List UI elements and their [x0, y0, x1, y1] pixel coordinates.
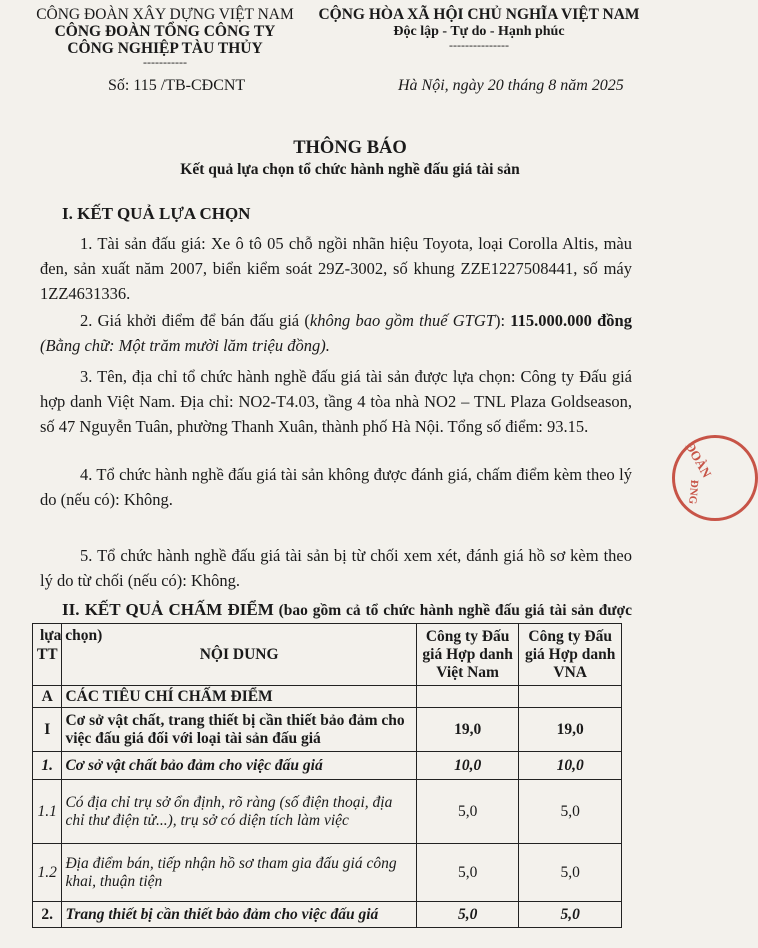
- national-motto: Độc lập - Tự do - Hạnh phúc: [393, 24, 565, 39]
- header-company-a: Công ty Đấu giá Hợp danh Việt Nam: [416, 624, 519, 686]
- table-row: [33, 780, 622, 844]
- p2-part-c: ):: [494, 311, 511, 330]
- starting-price: 115.000.000 đồng: [510, 311, 632, 330]
- org-divider: -----------: [143, 55, 187, 69]
- row-content: Cơ sở vật chất bảo đảm cho việc đấu giá: [62, 752, 416, 780]
- national-header: [314, 6, 644, 50]
- table-row: [33, 752, 622, 780]
- document-title: THÔNG BÁO: [293, 138, 407, 158]
- row-tt: 1.: [33, 752, 62, 780]
- seal-text-side: ĐNG: [686, 479, 701, 505]
- org-line-3: CÔNG NGHIỆP TÀU THỦY: [67, 40, 263, 57]
- header-content: NỘI DUNG: [62, 624, 416, 686]
- national-title: CỘNG HÒA XÃ HỘI CHỦ NGHĨA VIỆT NAM: [318, 6, 640, 23]
- table-row: [33, 844, 622, 902]
- row-content: Trang thiết bị cần thiết bảo đảm cho việc đấu giá: [62, 902, 416, 928]
- section-2-title: II. KẾT QUẢ CHẤM ĐIỂM: [62, 600, 274, 619]
- row-value-a: 19,0: [416, 708, 519, 752]
- row-value-b: 10,0: [519, 752, 622, 780]
- row-value-b: 5,0: [519, 902, 622, 928]
- row-content: Có địa chỉ trụ sở ổn định, rõ ràng (số điện thoại, địa chỉ thư điện tử...), trụ sở có diện tích làm việc: [62, 780, 416, 844]
- header-company-b: Công ty Đấu giá Hợp danh VNA: [519, 624, 622, 686]
- row-value-a: 5,0: [416, 902, 519, 928]
- document-number: Số: 115 /TB-CĐCNT: [108, 77, 246, 94]
- row-content: CÁC TIÊU CHÍ CHẤM ĐIỂM: [62, 686, 416, 708]
- row-value-b: 5,0: [519, 844, 622, 902]
- row-content: Địa điểm bán, tiếp nhận hồ sơ tham gia đấu giá công khai, thuận tiện: [62, 844, 416, 902]
- row-value-b: [519, 686, 622, 708]
- row-value-a: 5,0: [416, 844, 519, 902]
- paragraph-2: [40, 308, 632, 358]
- table-row: [33, 708, 622, 752]
- org-line-2: CÔNG ĐOÀN TỔNG CÔNG TY: [54, 23, 276, 40]
- table-row: [33, 686, 622, 708]
- seal-text-top: ĐOÀN: [682, 439, 715, 481]
- row-value-a: [416, 686, 519, 708]
- row-value-a: 10,0: [416, 752, 519, 780]
- row-value-b: 5,0: [519, 780, 622, 844]
- org-header: [20, 6, 310, 67]
- table-row: [33, 902, 622, 928]
- row-tt: 2.: [33, 902, 62, 928]
- document-subtitle: Kết quả lựa chọn tổ chức hành nghề đấu giá tài sản: [180, 161, 520, 178]
- table-header-row: [33, 624, 622, 686]
- row-tt: A: [33, 686, 62, 708]
- p2-part-a: 2. Giá khởi điểm để bán đấu giá (: [80, 311, 310, 330]
- row-tt: 1.1: [33, 780, 62, 844]
- price-in-words: (Bằng chữ: Một trăm mười lăm triệu đồng).: [40, 336, 330, 355]
- scoring-table: [32, 623, 622, 928]
- row-content: Cơ sở vật chất, trang thiết bị cần thiết bảo đảm cho việc đấu giá đối với loại tài sản đấu giá: [62, 708, 416, 752]
- paragraph-1: 1. Tài sản đấu giá: Xe ô tô 05 chỗ ngồi nhãn hiệu Toyota, loại Corolla Altis, màu đen, sản xuất năm 2007, biển kiểm soát 29Z-3002, số khung ZZE1227508441, số máy 1ZZ4631336.: [40, 234, 632, 303]
- section-2-title-rest: (bao gồm cả tổ chức hành nghề đấu giá tài sản được lựa chọn): [40, 602, 633, 644]
- row-tt: I: [33, 708, 62, 752]
- paragraph-4: 4. Tổ chức hành nghề đấu giá tài sản không được đánh giá, chấm điểm kèm theo lý do (nếu có): Không.: [40, 465, 632, 509]
- national-divider: ---------------: [449, 38, 509, 52]
- paragraph-5: 5. Tổ chức hành nghề đấu giá tài sản bị từ chối xem xét, đánh giá hồ sơ kèm theo lý do từ chối (nếu có): Không.: [40, 546, 632, 590]
- row-value-a: 5,0: [416, 780, 519, 844]
- section-1-heading: I. KẾT QUẢ LỰA CHỌN: [62, 204, 251, 223]
- header-tt: TT: [33, 624, 62, 686]
- place-date: Hà Nội, ngày 20 tháng 8 năm 2025: [398, 77, 624, 94]
- paragraph-3: 3. Tên, địa chỉ tổ chức hành nghề đấu giá tài sản được lựa chọn: Công ty Đấu giá hợp danh Việt Nam. Địa chỉ: NO2-T4.03, tầng 4 tòa nhà NO2 – TNL Plaza Goldseason, số 47 Nguyễn Tuân, phường Thanh Xuân, thành phố Hà Nội. Tổng số điểm: 93.15.: [40, 367, 632, 436]
- p2-part-b: không bao gồm thuế GTGT: [309, 311, 495, 330]
- row-tt: 1.2: [33, 844, 62, 902]
- official-seal: [672, 435, 758, 521]
- row-value-b: 19,0: [519, 708, 622, 752]
- org-line-1: CÔNG ĐOÀN XÂY DỰNG VIỆT NAM: [36, 6, 294, 23]
